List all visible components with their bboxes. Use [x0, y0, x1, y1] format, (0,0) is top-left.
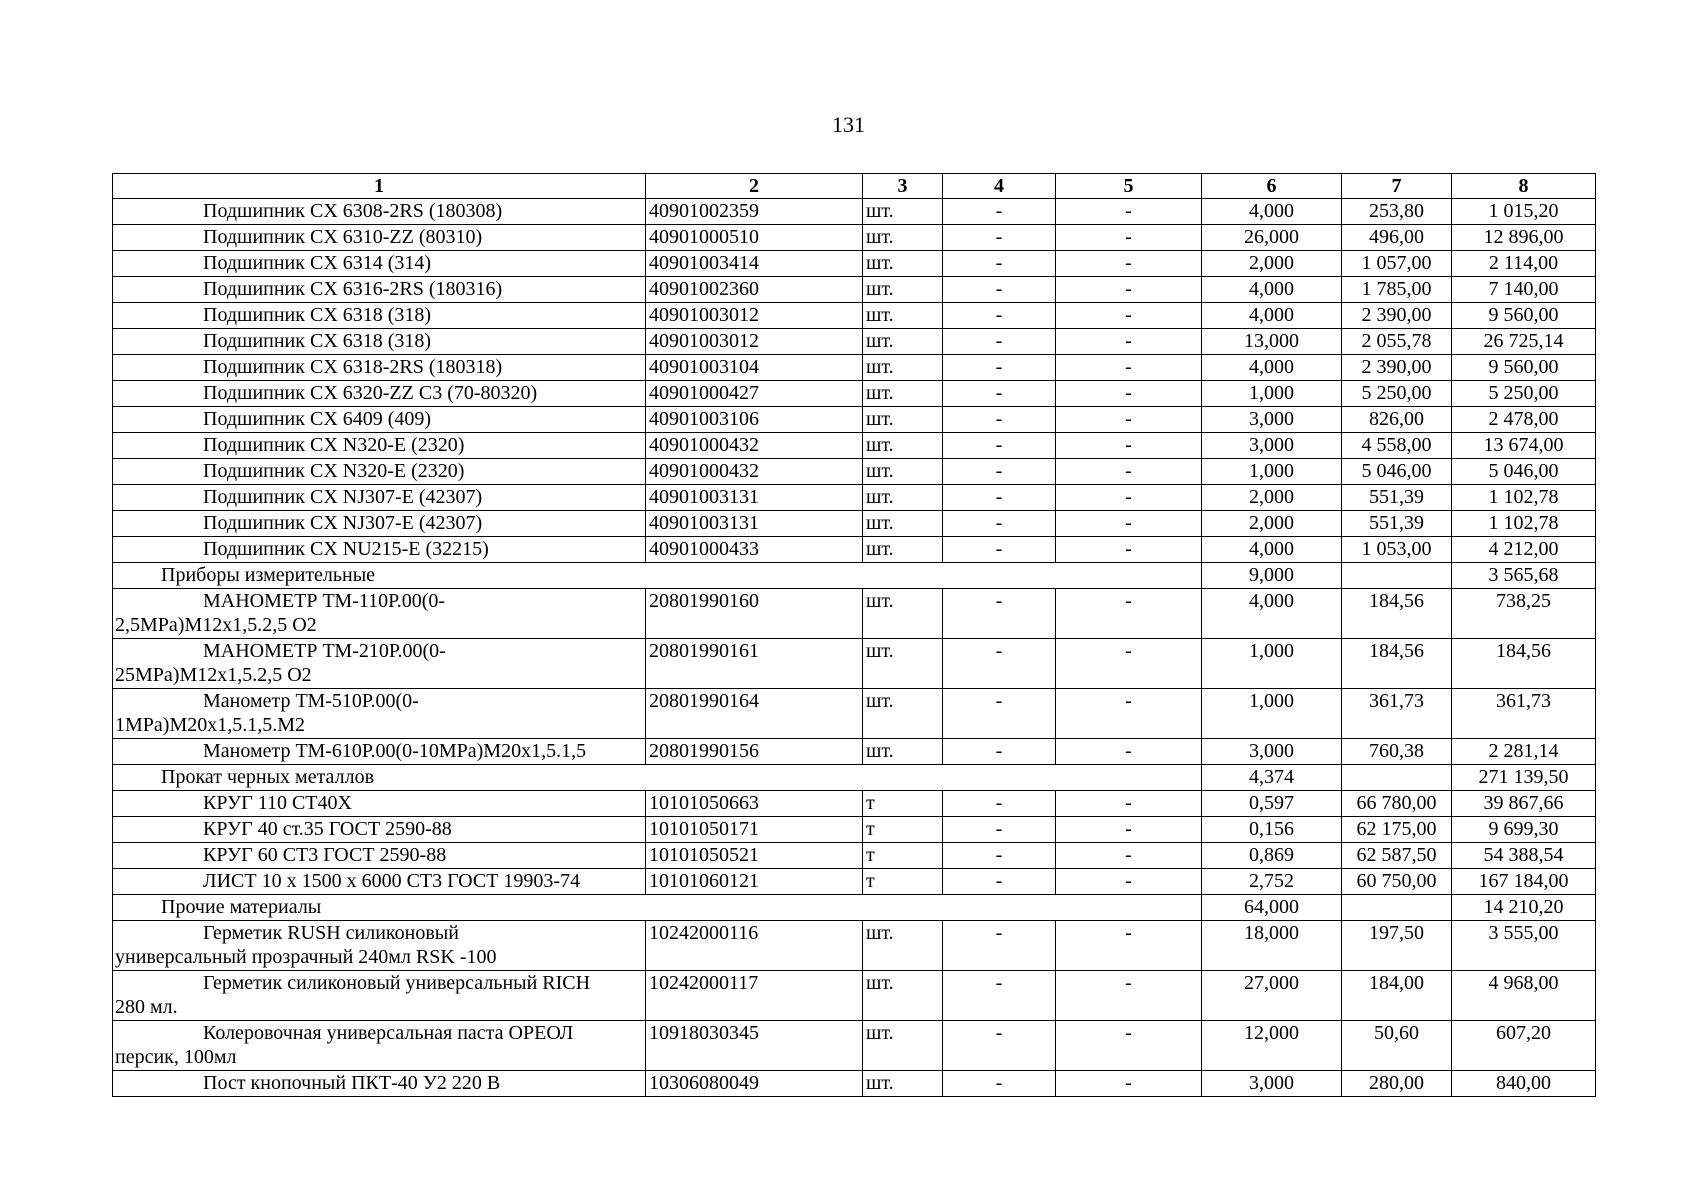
quantity-cell: 3,000: [1202, 1071, 1342, 1097]
item-code-cell: 40901000433: [646, 537, 863, 563]
column-4-cell: -: [943, 589, 1056, 639]
quantity-cell: 27,000: [1202, 971, 1342, 1021]
item-code-cell: 40901000432: [646, 433, 863, 459]
item-name-cell: [113, 355, 646, 381]
item-name-cell: [113, 459, 646, 485]
column-4-cell: -: [943, 1021, 1056, 1071]
item-code-cell: 10101060121: [646, 869, 863, 895]
price-cell: 197,50: [1342, 921, 1452, 971]
item-name-line: Колеровочная универсальная паста ОРЕОЛ: [203, 1022, 574, 1044]
item-name-cell: [113, 589, 646, 639]
quantity-cell: 3,000: [1202, 739, 1342, 765]
amount-cell: 738,25: [1452, 589, 1596, 639]
price-cell: 253,80: [1342, 199, 1452, 225]
item-name-line: 1MPa)M20x1,5.1,5.M2: [115, 714, 306, 736]
unit-cell: шт.: [863, 589, 943, 639]
item-name-cell: [113, 277, 646, 303]
item-name-line: Манометр ТМ-510Р.00(0-: [203, 690, 419, 712]
table-row: [113, 1021, 1596, 1071]
column-5-cell: -: [1056, 739, 1202, 765]
column-header: 1: [113, 174, 646, 199]
unit-cell: шт.: [863, 303, 943, 329]
quantity-cell: 64,000: [1202, 895, 1342, 921]
column-5-cell: -: [1056, 381, 1202, 407]
quantity-cell: 2,000: [1202, 485, 1342, 511]
column-header: 3: [863, 174, 943, 199]
item-name-cell: [113, 921, 646, 971]
unit-cell: шт.: [863, 329, 943, 355]
column-4-cell: -: [943, 639, 1056, 689]
amount-cell: 271 139,50: [1452, 765, 1596, 791]
unit-cell: шт.: [863, 381, 943, 407]
item-code-cell: 40901000427: [646, 381, 863, 407]
unit-cell: шт.: [863, 971, 943, 1021]
item-name-cell: [113, 537, 646, 563]
amount-cell: 1 015,20: [1452, 199, 1596, 225]
price-cell: 2 390,00: [1342, 355, 1452, 381]
unit-cell: т: [863, 791, 943, 817]
column-4-cell: -: [943, 869, 1056, 895]
quantity-cell: 4,000: [1202, 199, 1342, 225]
amount-cell: 13 674,00: [1452, 433, 1596, 459]
quantity-cell: 2,000: [1202, 251, 1342, 277]
amount-cell: 54 388,54: [1452, 843, 1596, 869]
column-4-cell: -: [943, 971, 1056, 1021]
table-row: [113, 739, 1596, 765]
column-header: 7: [1342, 174, 1452, 199]
quantity-cell: 0,597: [1202, 791, 1342, 817]
amount-cell: 9 560,00: [1452, 303, 1596, 329]
price-cell: 5 250,00: [1342, 381, 1452, 407]
item-name-line: МАНОМЕТР ТМ-110Р.00(0-: [203, 590, 446, 612]
item-code-cell: 20801990164: [646, 689, 863, 739]
table-row: [113, 511, 1596, 537]
column-4-cell: -: [943, 791, 1056, 817]
quantity-cell: 1,000: [1202, 639, 1342, 689]
column-5-cell: -: [1056, 329, 1202, 355]
column-5-cell: -: [1056, 355, 1202, 381]
item-code-cell: 20801990160: [646, 589, 863, 639]
column-5-cell: -: [1056, 589, 1202, 639]
item-name-text: Подшипник CX 6316-2RS (180316): [203, 278, 503, 300]
item-name-text: Подшипник CX 6308-2RS (180308): [203, 200, 503, 222]
unit-cell: шт.: [863, 459, 943, 485]
unit-cell: шт.: [863, 433, 943, 459]
item-code-cell: 10242000116: [646, 921, 863, 971]
item-name-text: Подшипник CX 6409 (409): [203, 408, 432, 430]
quantity-cell: 13,000: [1202, 329, 1342, 355]
item-name-cell: [113, 817, 646, 843]
item-name-cell: [113, 511, 646, 537]
column-4-cell: -: [943, 459, 1056, 485]
amount-cell: 7 140,00: [1452, 277, 1596, 303]
table-row: [113, 303, 1596, 329]
price-cell: 66 780,00: [1342, 791, 1452, 817]
item-name-cell: [113, 739, 646, 765]
item-code-cell: 40901003414: [646, 251, 863, 277]
inventory-table: [112, 173, 1596, 1097]
item-name-cell: [113, 225, 646, 251]
item-name-cell: [113, 869, 646, 895]
item-name-text: КРУГ 60 СТ3 ГОСТ 2590-88: [203, 844, 447, 866]
column-5-cell: -: [1056, 537, 1202, 563]
table-row: [113, 921, 1596, 971]
unit-cell: шт.: [863, 225, 943, 251]
quantity-cell: 3,000: [1202, 433, 1342, 459]
price-cell: [1342, 563, 1452, 589]
item-name-text: Подшипник CX 6310-ZZ (80310): [203, 226, 483, 248]
quantity-cell: 4,000: [1202, 589, 1342, 639]
quantity-cell: 4,000: [1202, 355, 1342, 381]
item-code-cell: 10306080049: [646, 1071, 863, 1097]
item-code-cell: 10101050663: [646, 791, 863, 817]
price-cell: 5 046,00: [1342, 459, 1452, 485]
item-name-cell: [113, 433, 646, 459]
item-name-text: Подшипник CX 6314 (314): [203, 252, 432, 274]
unit-cell: т: [863, 843, 943, 869]
table-body: [113, 199, 1596, 1097]
column-5-cell: -: [1056, 511, 1202, 537]
table-row: [113, 689, 1596, 739]
column-4-cell: -: [943, 689, 1056, 739]
price-cell: 50,60: [1342, 1021, 1452, 1071]
item-name-cell: [113, 971, 646, 1021]
item-name-cell: [113, 251, 646, 277]
item-name-text: Подшипник CX NU215-E (32215): [203, 538, 489, 560]
column-4-cell: -: [943, 225, 1056, 251]
price-cell: 2 055,78: [1342, 329, 1452, 355]
item-name-cell: [113, 407, 646, 433]
table-row: [113, 971, 1596, 1021]
amount-cell: 5 250,00: [1452, 381, 1596, 407]
quantity-cell: 9,000: [1202, 563, 1342, 589]
quantity-cell: 4,374: [1202, 765, 1342, 791]
column-4-cell: -: [943, 511, 1056, 537]
table-row: [113, 251, 1596, 277]
item-name-cell: [113, 843, 646, 869]
item-name-text: Пост кнопочный ПКТ-40 У2 220 В: [203, 1072, 501, 1094]
item-name-line: МАНОМЕТР ТМ-210Р.00(0-: [203, 640, 446, 662]
unit-cell: шт.: [863, 511, 943, 537]
amount-cell: 9 560,00: [1452, 355, 1596, 381]
unit-cell: шт.: [863, 251, 943, 277]
column-header: 5: [1056, 174, 1202, 199]
item-code-cell: 40901002360: [646, 277, 863, 303]
quantity-cell: 4,000: [1202, 277, 1342, 303]
unit-cell: шт.: [863, 277, 943, 303]
item-name-text: КРУГ 110 СТ40Х: [203, 792, 352, 814]
item-name-text: Подшипник CX 6320-ZZ C3 (70-80320): [203, 382, 538, 404]
item-name-text: Подшипник CX 6318 (318): [203, 304, 432, 326]
table-row: [113, 869, 1596, 895]
group-name-cell: Приборы измерительные: [113, 563, 1202, 589]
amount-cell: 26 725,14: [1452, 329, 1596, 355]
column-4-cell: -: [943, 537, 1056, 563]
column-5-cell: -: [1056, 639, 1202, 689]
quantity-cell: 2,000: [1202, 511, 1342, 537]
unit-cell: т: [863, 817, 943, 843]
price-cell: 551,39: [1342, 485, 1452, 511]
quantity-cell: 18,000: [1202, 921, 1342, 971]
column-5-cell: -: [1056, 791, 1202, 817]
column-4-cell: -: [943, 329, 1056, 355]
price-cell: 1 053,00: [1342, 537, 1452, 563]
amount-cell: 167 184,00: [1452, 869, 1596, 895]
item-name-text: Манометр ТМ-610Р.00(0-10MPa)M20x1,5.1,5: [203, 740, 587, 762]
column-4-cell: -: [943, 485, 1056, 511]
price-cell: [1342, 765, 1452, 791]
item-name-line: 280 мл.: [115, 996, 178, 1018]
column-5-cell: -: [1056, 433, 1202, 459]
item-name-cell: [113, 485, 646, 511]
column-header: 4: [943, 174, 1056, 199]
item-code-cell: 20801990156: [646, 739, 863, 765]
item-name-line: Герметик силиконовый универсальный RICH: [203, 972, 591, 994]
price-cell: 1 785,00: [1342, 277, 1452, 303]
item-code-cell: 40901000510: [646, 225, 863, 251]
column-4-cell: -: [943, 407, 1056, 433]
column-5-cell: -: [1056, 689, 1202, 739]
column-5-cell: -: [1056, 869, 1202, 895]
group-name-cell: Прокат черных металлов: [113, 765, 1202, 791]
item-code-cell: 40901002359: [646, 199, 863, 225]
item-name-cell: [113, 689, 646, 739]
item-name-text: Подшипник CX 6318 (318): [203, 330, 432, 352]
amount-cell: 2 281,14: [1452, 739, 1596, 765]
quantity-cell: 3,000: [1202, 407, 1342, 433]
price-cell: 4 558,00: [1342, 433, 1452, 459]
amount-cell: 361,73: [1452, 689, 1596, 739]
table-row: [113, 639, 1596, 689]
item-code-cell: 10101050521: [646, 843, 863, 869]
price-cell: 280,00: [1342, 1071, 1452, 1097]
item-name-cell: [113, 791, 646, 817]
quantity-cell: 0,156: [1202, 817, 1342, 843]
unit-cell: шт.: [863, 485, 943, 511]
unit-cell: шт.: [863, 689, 943, 739]
table-row: [113, 537, 1596, 563]
column-4-cell: -: [943, 199, 1056, 225]
quantity-cell: 0,869: [1202, 843, 1342, 869]
price-cell: 760,38: [1342, 739, 1452, 765]
amount-cell: 5 046,00: [1452, 459, 1596, 485]
quantity-cell: 2,752: [1202, 869, 1342, 895]
item-name-text: Подшипник CX NJ307-E (42307): [203, 512, 483, 534]
column-5-cell: -: [1056, 303, 1202, 329]
unit-cell: шт.: [863, 1021, 943, 1071]
quantity-cell: 1,000: [1202, 689, 1342, 739]
item-code-cell: 10918030345: [646, 1021, 863, 1071]
page-number: 131: [832, 112, 865, 137]
item-code-cell: 10242000117: [646, 971, 863, 1021]
column-4-cell: -: [943, 817, 1056, 843]
item-code-cell: 40901000432: [646, 459, 863, 485]
quantity-cell: 26,000: [1202, 225, 1342, 251]
table-row: [113, 407, 1596, 433]
item-name-line: 25MPa)M12x1,5.2,5 O2: [115, 664, 312, 686]
table-row: [113, 199, 1596, 225]
column-4-cell: -: [943, 843, 1056, 869]
table-row: [113, 589, 1596, 639]
column-5-cell: -: [1056, 843, 1202, 869]
item-name-cell: [113, 639, 646, 689]
amount-cell: 4 212,00: [1452, 537, 1596, 563]
unit-cell: т: [863, 869, 943, 895]
price-cell: 496,00: [1342, 225, 1452, 251]
item-name-text: КРУГ 40 ст.35 ГОСТ 2590-88: [203, 818, 452, 840]
table-row: [113, 459, 1596, 485]
group-row: [113, 563, 1596, 589]
amount-cell: 2 478,00: [1452, 407, 1596, 433]
item-name-cell: [113, 1071, 646, 1097]
item-name-text: Подшипник CX 6318-2RS (180318): [203, 356, 503, 378]
unit-cell: шт.: [863, 639, 943, 689]
column-4-cell: -: [943, 1071, 1056, 1097]
item-code-cell: 40901003131: [646, 485, 863, 511]
price-cell: 184,56: [1342, 589, 1452, 639]
item-name-line: 2,5MPa)M12x1,5.2,5 O2: [115, 614, 317, 636]
column-4-cell: -: [943, 921, 1056, 971]
unit-cell: шт.: [863, 921, 943, 971]
unit-cell: шт.: [863, 739, 943, 765]
quantity-cell: 1,000: [1202, 381, 1342, 407]
item-code-cell: 20801990161: [646, 639, 863, 689]
item-code-cell: 40901003104: [646, 355, 863, 381]
column-4-cell: -: [943, 739, 1056, 765]
amount-cell: 184,56: [1452, 639, 1596, 689]
amount-cell: 1 102,78: [1452, 485, 1596, 511]
price-cell: 2 390,00: [1342, 303, 1452, 329]
column-5-cell: -: [1056, 1071, 1202, 1097]
item-name-cell: [113, 303, 646, 329]
table-row: [113, 485, 1596, 511]
quantity-cell: 12,000: [1202, 1021, 1342, 1071]
item-name-text: Подшипник CX N320-E (2320): [203, 434, 465, 456]
column-5-cell: -: [1056, 1021, 1202, 1071]
group-name-cell: Прочие материалы: [113, 895, 1202, 921]
quantity-cell: 4,000: [1202, 537, 1342, 563]
item-name-text: Подшипник CX NJ307-E (42307): [203, 486, 483, 508]
table-row: [113, 843, 1596, 869]
price-cell: 826,00: [1342, 407, 1452, 433]
amount-cell: 9 699,30: [1452, 817, 1596, 843]
column-5-cell: -: [1056, 817, 1202, 843]
unit-cell: шт.: [863, 355, 943, 381]
item-name-cell: [113, 329, 646, 355]
table-row: [113, 381, 1596, 407]
column-header: 6: [1202, 174, 1342, 199]
table-row: [113, 791, 1596, 817]
column-4-cell: -: [943, 355, 1056, 381]
table-row: [113, 1071, 1596, 1097]
item-name-cell: [113, 1021, 646, 1071]
column-4-cell: -: [943, 251, 1056, 277]
amount-cell: 3 565,68: [1452, 563, 1596, 589]
table-row: [113, 433, 1596, 459]
table-row: [113, 355, 1596, 381]
group-row: [113, 765, 1596, 791]
column-header: 8: [1452, 174, 1596, 199]
amount-cell: 4 968,00: [1452, 971, 1596, 1021]
column-5-cell: -: [1056, 199, 1202, 225]
item-name-line: персик, 100мл: [115, 1046, 237, 1068]
price-cell: 62 175,00: [1342, 817, 1452, 843]
item-name-text: Подшипник CX N320-E (2320): [203, 460, 465, 482]
header-row: [113, 174, 1596, 199]
amount-cell: 607,20: [1452, 1021, 1596, 1071]
quantity-cell: 4,000: [1202, 303, 1342, 329]
column-5-cell: -: [1056, 407, 1202, 433]
amount-cell: 3 555,00: [1452, 921, 1596, 971]
item-name-cell: [113, 199, 646, 225]
table-row: [113, 225, 1596, 251]
amount-cell: 2 114,00: [1452, 251, 1596, 277]
item-code-cell: 40901003131: [646, 511, 863, 537]
item-code-cell: 40901003012: [646, 329, 863, 355]
price-cell: [1342, 895, 1452, 921]
column-4-cell: -: [943, 303, 1056, 329]
price-cell: 551,39: [1342, 511, 1452, 537]
item-name-cell: [113, 381, 646, 407]
item-code-cell: 10101050171: [646, 817, 863, 843]
table-row: [113, 329, 1596, 355]
unit-cell: шт.: [863, 199, 943, 225]
price-cell: 62 587,50: [1342, 843, 1452, 869]
table-row: [113, 277, 1596, 303]
unit-cell: шт.: [863, 537, 943, 563]
table-row: [113, 817, 1596, 843]
item-code-cell: 40901003012: [646, 303, 863, 329]
quantity-cell: 1,000: [1202, 459, 1342, 485]
group-row: [113, 895, 1596, 921]
item-name-line: универсальный прозрачный 240мл RSK -100: [115, 946, 497, 968]
column-5-cell: -: [1056, 251, 1202, 277]
column-4-cell: -: [943, 381, 1056, 407]
column-5-cell: -: [1056, 225, 1202, 251]
item-code-cell: 40901003106: [646, 407, 863, 433]
column-5-cell: -: [1056, 277, 1202, 303]
amount-cell: 14 210,20: [1452, 895, 1596, 921]
column-5-cell: -: [1056, 459, 1202, 485]
column-5-cell: -: [1056, 485, 1202, 511]
column-4-cell: -: [943, 433, 1056, 459]
column-4-cell: -: [943, 277, 1056, 303]
column-5-cell: -: [1056, 921, 1202, 971]
unit-cell: шт.: [863, 407, 943, 433]
price-cell: 361,73: [1342, 689, 1452, 739]
amount-cell: 39 867,66: [1452, 791, 1596, 817]
item-name-line: Герметик RUSH силиконовый: [203, 922, 459, 944]
price-cell: 1 057,00: [1342, 251, 1452, 277]
column-header: 2: [646, 174, 863, 199]
column-5-cell: -: [1056, 971, 1202, 1021]
price-cell: 184,00: [1342, 971, 1452, 1021]
amount-cell: 1 102,78: [1452, 511, 1596, 537]
amount-cell: 12 896,00: [1452, 225, 1596, 251]
amount-cell: 840,00: [1452, 1071, 1596, 1097]
unit-cell: шт.: [863, 1071, 943, 1097]
price-cell: 184,56: [1342, 639, 1452, 689]
item-name-text: ЛИСТ 10 х 1500 х 6000 СТ3 ГОСТ 19903-74: [203, 870, 581, 892]
price-cell: 60 750,00: [1342, 869, 1452, 895]
